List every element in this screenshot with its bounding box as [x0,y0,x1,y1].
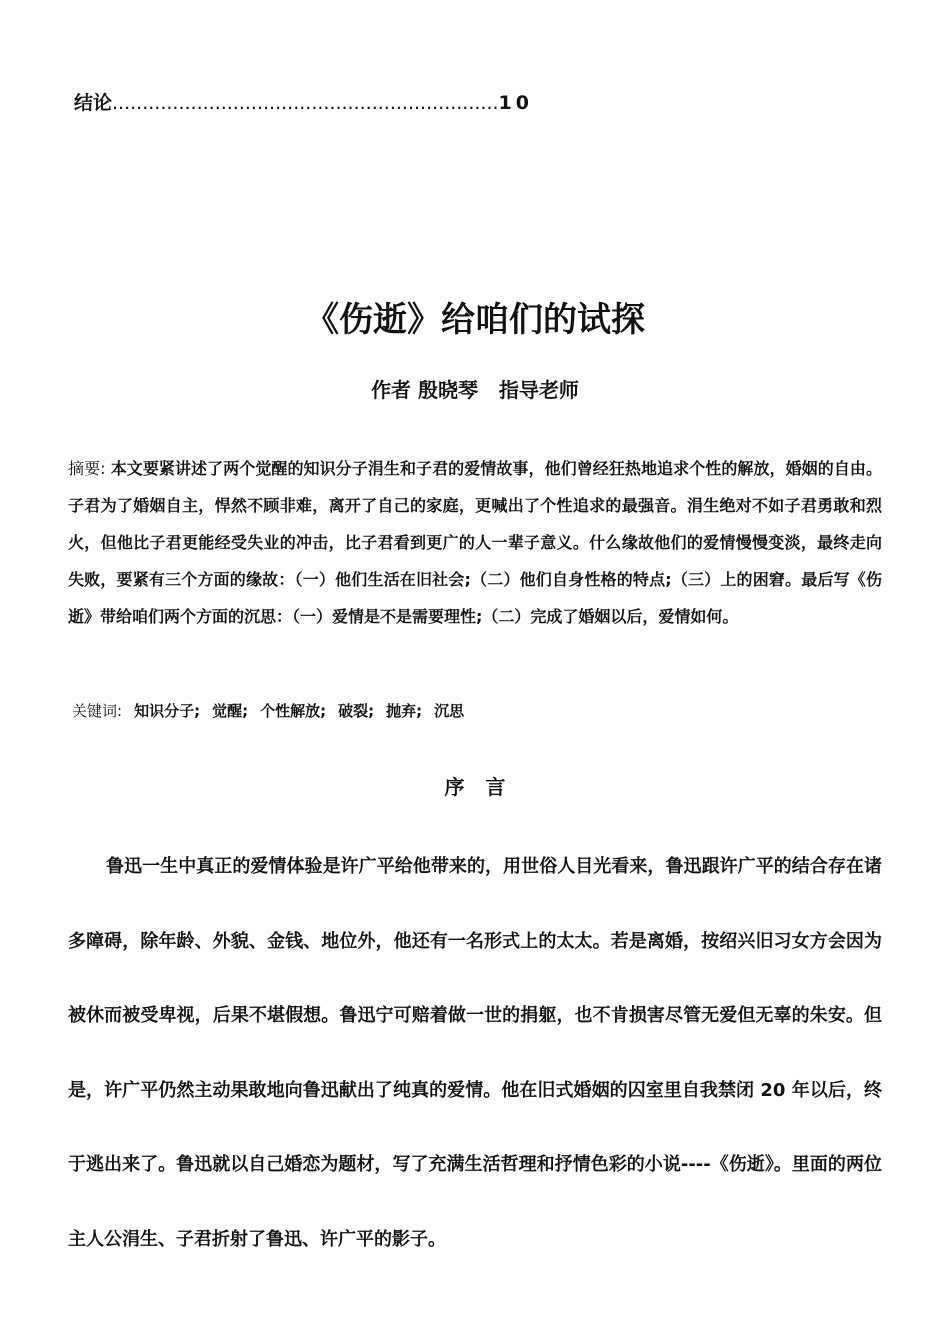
keywords-label: 关键词: [72,702,123,720]
keyword-item: 知识分子; [134,702,201,720]
keyword-item: 个性解放; [260,702,327,720]
section-heading-preface [0,771,950,800]
keyword-item: 抛弃; [386,702,423,720]
document-title: 《伤逝》给咱们的试探 [305,300,645,340]
keyword-item: 觉醒; [212,702,249,720]
author-line: 作者 殷晓琴 指导老师 [371,378,579,402]
keyword-item: 沉思 [434,702,465,720]
keyword-item: 破裂; [338,702,375,720]
keywords [72,700,464,721]
toc-entry-label: 结论 [74,92,113,114]
abstract [68,450,882,635]
abstract-label: 摘要: [68,459,106,478]
abstract-text: 本文要紧讲述了两个觉醒的知识分子涓生和子君的爱情故事，他们曾经狂热地追求个性的解放，婚姻的自由。子君为了婚姻自主，悍然不顾非难，离开了自己的家庭，更喊出了个性追求的最强音。涓生绝对不如子君勇敢和烈火，但他比子君更能经受失业的冲击，比子君看到更广的人一辈子意义。什么缘故他们的爱情慢慢变淡，最终走向失败，要紧有三个方面的缘故：（一）他们生活在旧社会;（二）他们自身性格的特点;（三）上的困窘。最后写《伤逝》带给咱们两个方面的沉思：（一）爱情是不是需要理性;（二）完成了婚姻以后，爱情如何。 [68,459,882,626]
toc-leader-dots: ................................................................ [112,92,499,114]
section-heading-text: 序 言 [444,775,506,799]
toc-page-number: 10 [498,92,533,114]
preface-paragraph: 鲁迅一生中真正的爱情体验是许广平给他带来的，用世俗人目光看来，鲁迅跟许广平的结合存在诸多障碍，除年龄、外貌、金钱、地位外，他还有一名形式上的太太。若是离婚，按绍兴旧习女方会因为被休而被受卑视，后果不堪假想。鲁迅宁可赔着做一世的捐躯，也不肯损害尽管无爱但无辜的朱安。但是，许广平仍然主动果敢地向鲁迅献出了纯真的爱情。他在旧式婚姻的囚室里自我禁闭 20 年以后，终于逃出来了。鲁迅就以自己婚恋为题材，写了充满生活哲理和抒情色彩的小说----《伤逝》。里面的两位主人公涓生、子君折射了鲁迅、许广平的影子。 [68,856,882,1250]
toc-entry [74,88,533,115]
